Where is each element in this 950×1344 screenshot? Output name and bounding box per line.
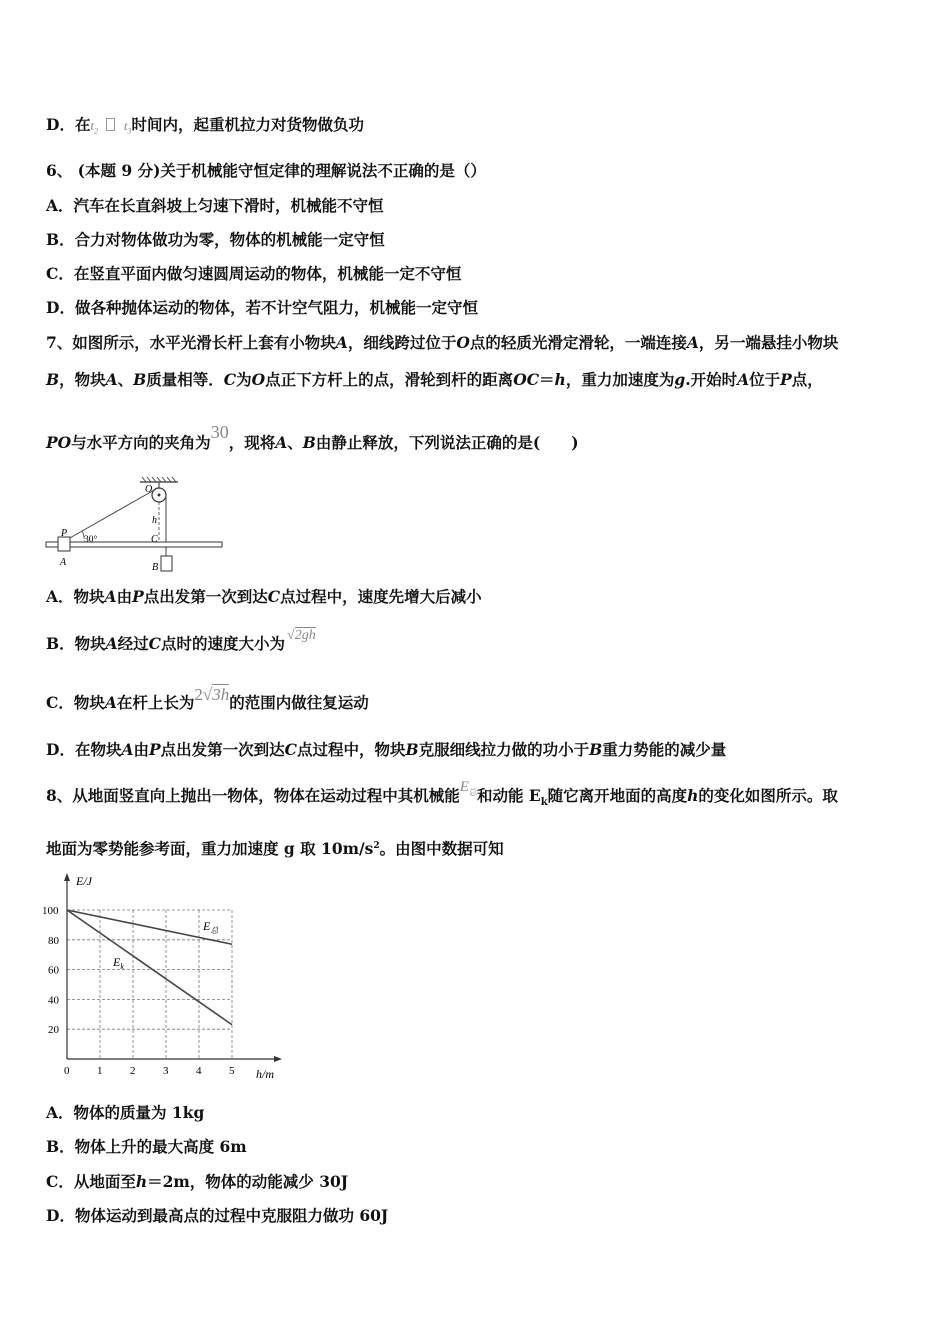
label-angle: 30° [84,535,98,545]
q7-option-b: B．物块A经过C点时的速度大小为 √2gh [46,628,316,653]
q7-stem-line2: B，物块A、B质量相等．C为O点正下方杆上的点，滑轮到杆的距离OC＝h，重力加速度为g.开始时A位于P点， [46,370,823,389]
q7-stem-line3: PO与水平方向的夹角为30，现将A、B由静止释放，下列说法正确的是( ) [46,422,579,452]
angle-30-image: 30 [210,422,229,442]
x-tick-label: 4 [196,1065,202,1077]
pulley-diagram [44,476,226,576]
q7-option-d: D．在物块A由P点出发第一次到达C点过程中，物块B克服细线拉力做的功小于B重力势能的减少量 [46,740,727,759]
label-c: C [151,534,158,545]
y-tick-label: 20 [48,1024,59,1037]
missing-glyph-box [106,118,115,131]
block-b [161,556,172,571]
x-tick-label: 0 [64,1065,70,1077]
q8-option-c: C．从地面至h＝2m，物体的动能减少 30J [46,1172,349,1191]
y-tick-label: 60 [48,964,59,977]
label-a: A [60,557,67,568]
q6-option-b: B．合力对物体做功为零，物体的机械能一定守恒 [46,230,385,249]
q6-option-c: C．在竖直平面内做匀速圆周运动的物体，机械能一定不守恒 [46,264,462,283]
q6-option-a: A．汽车在长直斜坡上匀速下滑时，机械能不守恒 [46,196,384,215]
label-o: O [145,484,153,495]
energy-height-chart [38,868,288,1083]
y-tick-label: 40 [48,994,59,1007]
x-tick-label: 1 [97,1065,103,1077]
length-2sqrt3h: 2√3h [194,685,230,704]
q7-option-c: C．物块A在杆上长为2√3h的范围内做往复运动 [46,685,369,712]
x-axis-arrow [274,1056,282,1062]
q8-option-b: B．物体上升的最大高度 6m [46,1137,247,1156]
block-a [58,537,70,551]
q8-option-a: A．物体的质量为 1kg [46,1103,205,1122]
x-tick-label: 3 [163,1065,169,1077]
x-axis-label: h/m [256,1067,274,1081]
q7-option-a: A．物块A由P点出发第一次到达C点过程中，速度先增大后减小 [46,587,482,606]
q5-option-d: D．在$t_2$ $t_3$时间内，起重机拉力对货物做负功 [46,115,365,136]
series-label-e-total: $E_总$ [203,919,219,935]
q8-stem-line2: 地面为零势能参考面，重力加速度 g 取 $10m/s^2$。由图中数据可知 [46,839,504,859]
q8-stem-line1: 8、从地面竖直向上抛出一物体，物体在运动过程中其机械能$E_总$和动能 $E_k$随它离开地面的高度h的变化如图所示。取 [46,779,838,809]
y-axis-arrow [64,873,70,881]
y-tick-label: 80 [48,934,59,947]
q6-option-d: D．做各种抛体运动的物体，若不计空气阻力，机械能一定守恒 [46,298,478,317]
y-tick-label: 100 [42,905,59,917]
sqrt-2gh: √2gh [287,628,316,643]
label-h: h [152,515,157,526]
string-to-a [68,489,156,539]
q8-option-d: D．物体运动到最高点的过程中克服阻力做功 60J [46,1206,389,1225]
e-total-symbol: $E_总$ [459,779,477,797]
q6-stem: 6、 (本题 9 分)关于机械能守恒定律的理解说法不正确的是（） [46,161,486,180]
label-b: B [152,562,159,573]
series-label-ek: $E_k$ [113,955,124,971]
y-axis-label: E/J [76,874,92,888]
q7-stem-line1: 7、如图所示，水平光滑长杆上套有小物块A，细线跨过位于O点的轻质光滑定滑轮，一端连接A，另一端悬挂小物块 [46,333,839,352]
x-tick-label: 5 [229,1065,235,1077]
x-tick-label: 2 [130,1065,136,1077]
label-p: P [61,528,68,539]
horizontal-rod [46,542,222,547]
